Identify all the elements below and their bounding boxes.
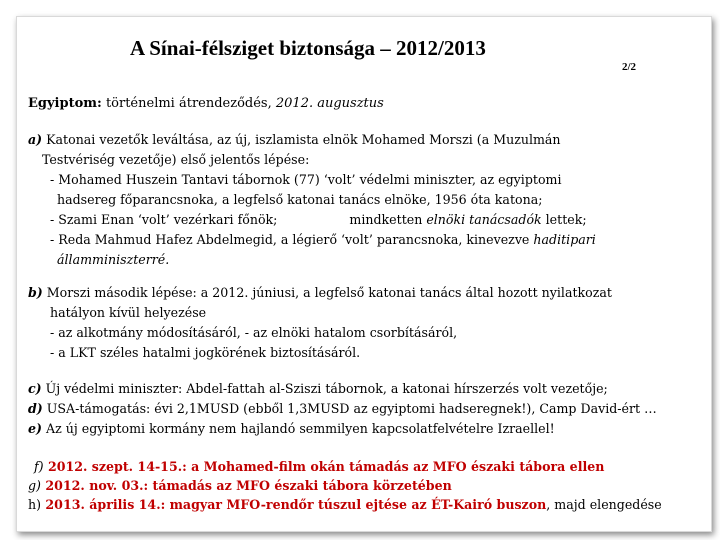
section-b-line-4: - a LKT széles hatalmi jogkörének biztosításáról. bbox=[50, 345, 361, 360]
section-a-text-6b: haditipari bbox=[533, 232, 596, 247]
section-e-text: Az új egyiptomi kormány nem hajlandó semmilyen kapcsolatfelvételre Izraellel! bbox=[41, 421, 555, 436]
section-c-line bbox=[28, 379, 657, 399]
section-b-letter: b) bbox=[28, 285, 43, 300]
section-a-text-5a: - Szami Enan ‘volt’ vezérkari főnök; bbox=[50, 212, 278, 227]
section-b-line-3: - az alkotmány módosításáról, - az elnöki hatalom csorbításáról, bbox=[50, 325, 458, 340]
section-a-line-5 bbox=[28, 210, 596, 230]
section-a-text-6a: - Reda Mahmud Hafez Abdelmegid, a légierő ‘volt’ parancsnoka, kinevezve bbox=[50, 232, 534, 247]
section-f-line bbox=[28, 457, 662, 476]
slide bbox=[16, 16, 712, 532]
section-b-line-2: hatályon kívül helyezése bbox=[50, 305, 207, 320]
section-c-text: Új védelmi miniszter: Abdel-fattah al-Sziszi tábornok, a katonai hírszerzés volt vezetője; bbox=[41, 381, 608, 396]
section-d-text: USA-támogatás: évi 2,1MUSD (ebből 1,3MUSD az egyiptomi hadseregnek!), Camp David-ért … bbox=[42, 401, 657, 416]
intro-line bbox=[28, 96, 384, 111]
section-b-text-1: Morszi második lépése: a 2012. júniusi, a legfelső katonai tanács által hozott nyilatkozat bbox=[42, 285, 612, 300]
section-a-line-4: hadsereg főparancsnoka, a legfelső katonai tanács elnöke, 1956 óta katona; bbox=[57, 192, 543, 207]
section-a-text-5d: lettek; bbox=[541, 212, 587, 227]
section-a-line-1 bbox=[28, 130, 596, 150]
section-g-line bbox=[28, 476, 662, 495]
section-d-letter: d) bbox=[28, 401, 43, 416]
section-f-text: 2012. szept. 14-15.: a Mohamed-film okán támadás az MFO északi tábora ellen bbox=[43, 459, 605, 474]
section-b bbox=[28, 283, 612, 363]
intro-text: történelmi átrendeződés, bbox=[101, 96, 276, 111]
section-a-text-5b: mindketten bbox=[349, 212, 427, 227]
section-a-text-7: államminiszterré. bbox=[57, 252, 170, 267]
intro-label: Egyiptom: bbox=[28, 96, 102, 111]
section-h-tail: , majd elengedése bbox=[546, 497, 662, 512]
section-a bbox=[28, 130, 596, 270]
section-a-line-2: Testvériség vezetője) első jelentős lépése: bbox=[42, 152, 310, 167]
section-h-text: 2013. április 14.: magyar MFO-rendőr túszul ejtése az ÉT-Kairó buszon bbox=[41, 497, 547, 512]
section-a-text-5c: elnöki tanácsadók bbox=[426, 212, 542, 227]
section-fgh bbox=[28, 457, 662, 514]
page-title: A Sínai-félsziget biztonsága – 2012/2013 bbox=[130, 36, 486, 60]
section-a-letter: a) bbox=[28, 132, 43, 147]
page-number: 2/2 bbox=[622, 61, 637, 73]
section-g-text: 2012. nov. 03.: támadás az MFO északi tábora körzetében bbox=[40, 478, 452, 493]
section-d-line bbox=[28, 399, 657, 419]
section-f-letter: f) bbox=[34, 459, 44, 474]
section-e-line bbox=[28, 419, 657, 439]
section-a-text-1: Katonai vezetők leváltása, az új, iszlamista elnök Mohamed Morszi (a Muzulmán bbox=[42, 132, 561, 147]
section-c-letter: c) bbox=[28, 381, 42, 396]
intro-date: 2012. augusztus bbox=[275, 96, 384, 111]
section-a-line-3: - Mohamed Huszein Tantavi tábornok (77) ‘volt’ védelmi miniszter, az egyiptomi bbox=[50, 172, 562, 187]
section-g-letter: g) bbox=[28, 478, 41, 493]
section-b-line-1 bbox=[28, 283, 612, 303]
section-h-letter: h) bbox=[28, 497, 42, 512]
section-a-line-6 bbox=[28, 230, 596, 250]
section-cde bbox=[28, 379, 657, 439]
section-a-line-7 bbox=[28, 250, 596, 270]
section-e-letter: e) bbox=[28, 421, 42, 436]
section-h-line bbox=[28, 495, 662, 514]
